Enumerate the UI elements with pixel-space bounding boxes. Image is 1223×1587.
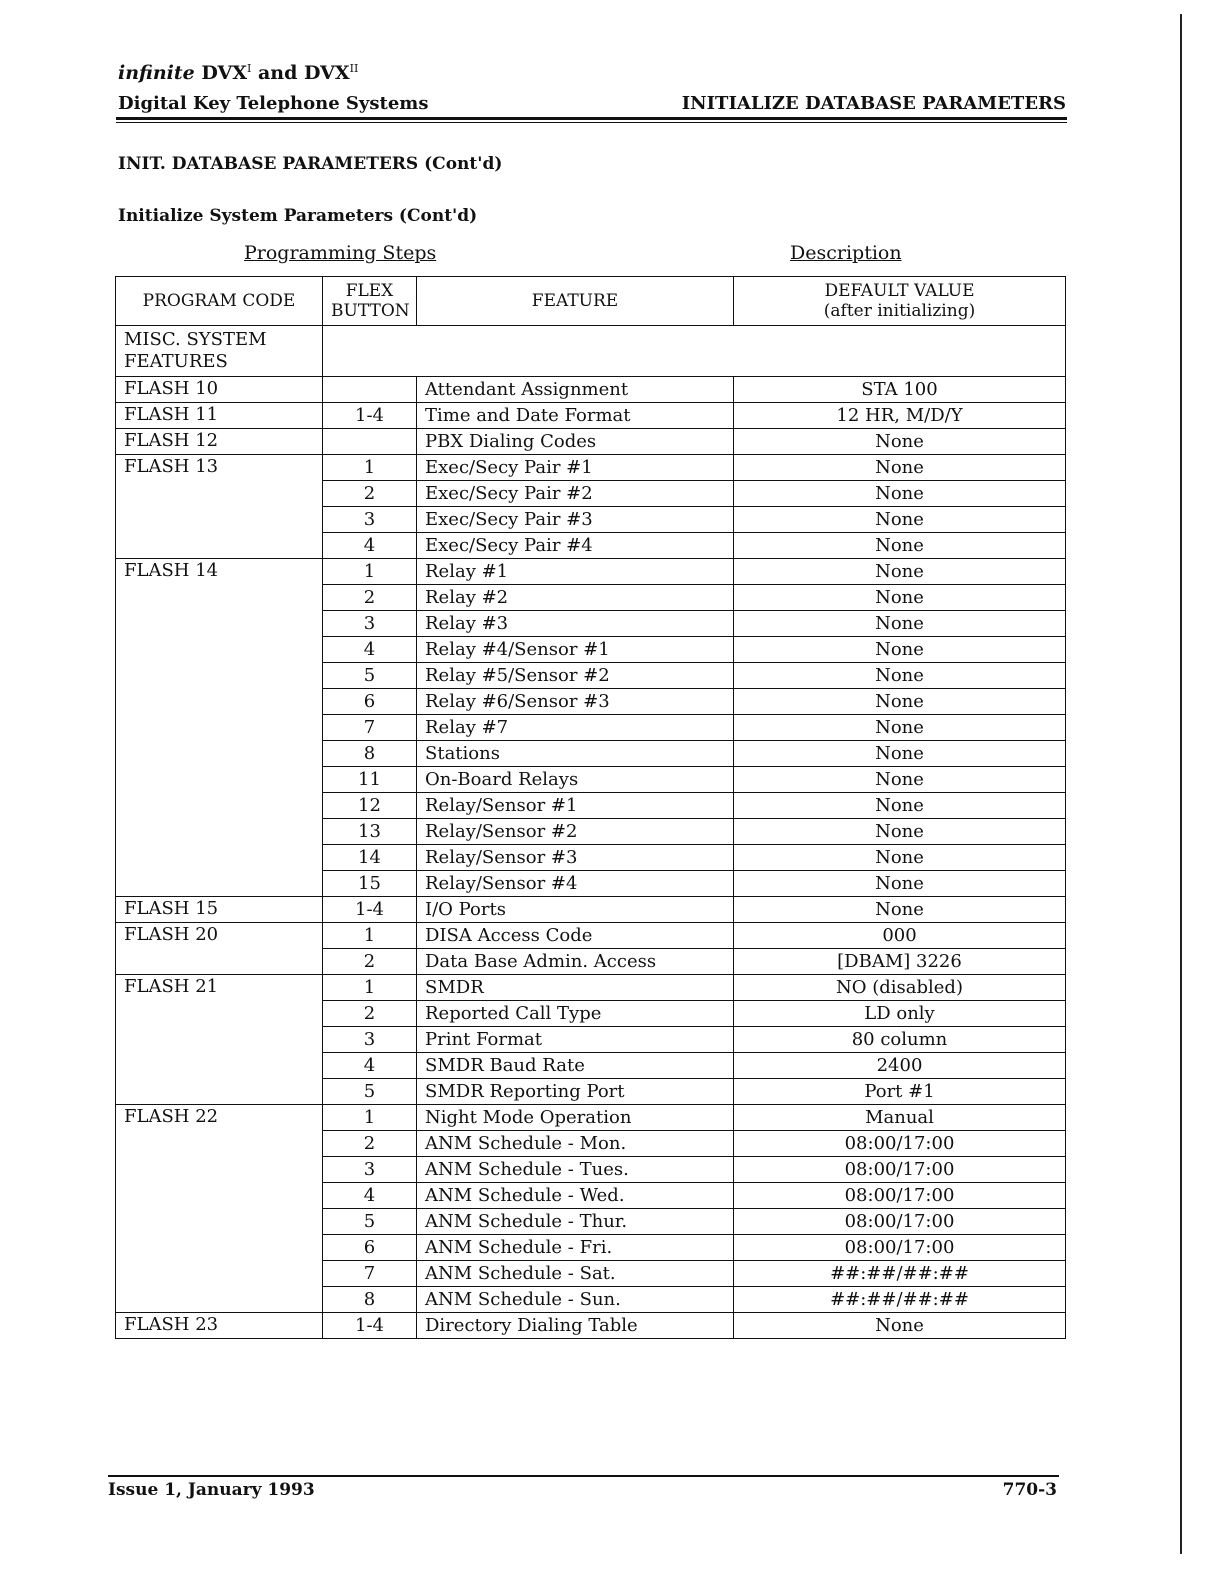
flex-button-cell: 3 (323, 507, 417, 533)
flex-button-cell: 7 (323, 1261, 417, 1287)
default-value-cell: [DBAM] 3226 (734, 949, 1066, 975)
flex-button-cell: 3 (323, 611, 417, 637)
flex-button-cell: 4 (323, 533, 417, 559)
default-value-cell: None (734, 741, 1066, 767)
feature-cell: ANM Schedule - Sat. (417, 1261, 734, 1287)
feature-cell: ANM Schedule - Thur. (417, 1209, 734, 1235)
table-row (116, 377, 1066, 403)
default-value-cell: 80 column (734, 1027, 1066, 1053)
misc-section-label (116, 326, 323, 377)
feature-cell: DISA Access Code (417, 923, 734, 949)
program-code-cell: FLASH 12 (116, 429, 323, 455)
header-default-line1: DEFAULT VALUE (824, 281, 975, 301)
flex-button-cell: 2 (323, 585, 417, 611)
default-value-cell: NO (disabled) (734, 975, 1066, 1001)
default-value-cell: Port #1 (734, 1079, 1066, 1105)
feature-cell: Relay #5/Sensor #2 (417, 663, 734, 689)
brand-name: infinite (118, 62, 195, 84)
flex-button-cell: 15 (323, 871, 417, 897)
default-value-cell: None (734, 507, 1066, 533)
feature-cell: Attendant Assignment (417, 377, 734, 403)
header-flex-line2: BUTTON (331, 301, 410, 321)
default-value-cell: None (734, 793, 1066, 819)
feature-cell: Time and Date Format (417, 403, 734, 429)
feature-cell: Relay/Sensor #3 (417, 845, 734, 871)
default-value-cell: None (734, 663, 1066, 689)
feature-cell: ANM Schedule - Sun. (417, 1287, 734, 1313)
default-value-cell: None (734, 715, 1066, 741)
flex-button-cell: 6 (323, 689, 417, 715)
flex-button-cell: 5 (323, 1209, 417, 1235)
default-value-cell: None (734, 455, 1066, 481)
feature-cell: Data Base Admin. Access (417, 949, 734, 975)
header-flex-line1: FLEX (345, 281, 394, 301)
table-row (116, 1105, 1066, 1131)
feature-cell: Reported Call Type (417, 1001, 734, 1027)
default-value-cell: 08:00/17:00 (734, 1209, 1066, 1235)
flex-button-cell: 5 (323, 1079, 417, 1105)
default-value-cell: Manual (734, 1105, 1066, 1131)
feature-cell: Exec/Secy Pair #4 (417, 533, 734, 559)
default-value-cell: 000 (734, 923, 1066, 949)
misc-section-spacer (323, 326, 1066, 377)
default-value-cell: None (734, 585, 1066, 611)
header-rule (116, 117, 1067, 120)
section-title: INITIALIZE DATABASE PARAMETERS (681, 93, 1066, 114)
feature-cell: Exec/Secy Pair #1 (417, 455, 734, 481)
default-value-cell: None (734, 533, 1066, 559)
header-default-value (734, 277, 1066, 326)
flex-button-cell: 1 (323, 923, 417, 949)
default-value-cell: 2400 (734, 1053, 1066, 1079)
default-value-cell: 08:00/17:00 (734, 1235, 1066, 1261)
flex-button-cell: 14 (323, 845, 417, 871)
feature-cell: ANM Schedule - Fri. (417, 1235, 734, 1261)
feature-cell: ANM Schedule - Tues. (417, 1157, 734, 1183)
default-value-cell: None (734, 559, 1066, 585)
feature-cell: Stations (417, 741, 734, 767)
flex-button-cell: 2 (323, 1001, 417, 1027)
default-value-cell: None (734, 871, 1066, 897)
flex-button-cell (323, 377, 417, 403)
default-value-cell: None (734, 819, 1066, 845)
table-row (116, 1313, 1066, 1339)
header-program-code: PROGRAM CODE (116, 277, 323, 326)
programming-steps-label: Programming Steps (244, 242, 437, 264)
feature-cell: Relay/Sensor #4 (417, 871, 734, 897)
flex-button-cell: 1 (323, 455, 417, 481)
program-code-cell: FLASH 23 (116, 1313, 323, 1339)
dvx1-superscript: I (247, 62, 252, 75)
table-header-row (116, 277, 1066, 326)
default-value-cell: 12 HR, M/D/Y (734, 403, 1066, 429)
document-subtitle: Digital Key Telephone Systems (118, 93, 429, 114)
sub-heading: Initialize System Parameters (Cont'd) (118, 206, 478, 226)
default-value-cell: None (734, 897, 1066, 923)
flex-button-cell: 2 (323, 481, 417, 507)
page-number: 770-3 (1002, 1480, 1057, 1500)
feature-cell: Directory Dialing Table (417, 1313, 734, 1339)
flex-button-cell: 7 (323, 715, 417, 741)
program-code-cell: FLASH 13 (116, 455, 323, 559)
header-rule-thin (116, 122, 1067, 123)
misc-line1: MISC. SYSTEM (124, 329, 267, 350)
feature-cell: Relay #6/Sensor #3 (417, 689, 734, 715)
description-label: Description (790, 242, 902, 264)
flex-button-cell: 3 (323, 1027, 417, 1053)
feature-cell: Relay #4/Sensor #1 (417, 637, 734, 663)
feature-cell: Relay #7 (417, 715, 734, 741)
default-value-cell: 08:00/17:00 (734, 1157, 1066, 1183)
flex-button-cell: 4 (323, 1053, 417, 1079)
program-code-cell: FLASH 11 (116, 403, 323, 429)
dvx2-superscript: II (349, 62, 359, 75)
footer-rule (108, 1475, 1059, 1477)
flex-button-cell: 8 (323, 741, 417, 767)
table-row (116, 429, 1066, 455)
default-value-cell: None (734, 429, 1066, 455)
misc-section-row (116, 326, 1066, 377)
feature-cell: SMDR Reporting Port (417, 1079, 734, 1105)
feature-cell: Exec/Secy Pair #2 (417, 481, 734, 507)
feature-cell: Exec/Secy Pair #3 (417, 507, 734, 533)
default-value-cell: None (734, 689, 1066, 715)
feature-cell: Print Format (417, 1027, 734, 1053)
header-default-line2: (after initializing) (823, 301, 976, 321)
feature-cell: I/O Ports (417, 897, 734, 923)
feature-cell: SMDR (417, 975, 734, 1001)
flex-button-cell: 1 (323, 1105, 417, 1131)
default-value-cell: None (734, 1313, 1066, 1339)
flex-button-cell: 13 (323, 819, 417, 845)
feature-cell: Relay #1 (417, 559, 734, 585)
table-row (116, 897, 1066, 923)
default-value-cell: LD only (734, 1001, 1066, 1027)
flex-button-cell: 1-4 (323, 403, 417, 429)
feature-cell: Night Mode Operation (417, 1105, 734, 1131)
dvx2-label: and DVX (258, 62, 350, 84)
flex-button-cell: 3 (323, 1157, 417, 1183)
default-value-cell: ##:##/##:## (734, 1261, 1066, 1287)
table-row (116, 923, 1066, 949)
flex-button-cell: 4 (323, 637, 417, 663)
flex-button-cell: 12 (323, 793, 417, 819)
flex-button-cell: 1 (323, 559, 417, 585)
flex-button-cell: 6 (323, 1235, 417, 1261)
default-value-cell: ##:##/##:## (734, 1287, 1066, 1313)
table-row (116, 455, 1066, 481)
flex-button-cell: 2 (323, 1131, 417, 1157)
main-heading: INIT. DATABASE PARAMETERS (Cont'd) (118, 154, 503, 174)
header-flex-button (323, 277, 417, 326)
misc-line2: FEATURES (124, 351, 228, 372)
flex-button-cell: 1-4 (323, 897, 417, 923)
program-code-cell: FLASH 14 (116, 559, 323, 897)
flex-button-cell: 8 (323, 1287, 417, 1313)
feature-cell: Relay/Sensor #2 (417, 819, 734, 845)
feature-cell: SMDR Baud Rate (417, 1053, 734, 1079)
feature-cell: PBX Dialing Codes (417, 429, 734, 455)
right-margin-line (1180, 14, 1182, 1554)
program-code-cell: FLASH 22 (116, 1105, 323, 1313)
flex-button-cell: 11 (323, 767, 417, 793)
default-value-cell: None (734, 767, 1066, 793)
default-value-cell: None (734, 481, 1066, 507)
program-code-cell: FLASH 20 (116, 923, 323, 975)
feature-cell: ANM Schedule - Wed. (417, 1183, 734, 1209)
table-row (116, 559, 1066, 585)
feature-cell: ANM Schedule - Mon. (417, 1131, 734, 1157)
issue-date: Issue 1, January 1993 (108, 1480, 315, 1500)
default-value-cell: None (734, 637, 1066, 663)
default-value-cell: None (734, 611, 1066, 637)
feature-cell: On-Board Relays (417, 767, 734, 793)
feature-cell: Relay/Sensor #1 (417, 793, 734, 819)
flex-button-cell: 4 (323, 1183, 417, 1209)
table-row (116, 975, 1066, 1001)
document-title (118, 62, 358, 84)
default-value-cell: None (734, 845, 1066, 871)
default-value-cell: 08:00/17:00 (734, 1183, 1066, 1209)
flex-button-cell: 2 (323, 949, 417, 975)
flex-button-cell: 1-4 (323, 1313, 417, 1339)
table-row (116, 403, 1066, 429)
feature-cell: Relay #3 (417, 611, 734, 637)
default-value-cell: 08:00/17:00 (734, 1131, 1066, 1157)
program-code-cell: FLASH 10 (116, 377, 323, 403)
program-code-cell: FLASH 15 (116, 897, 323, 923)
program-code-cell: FLASH 21 (116, 975, 323, 1105)
parameters-table (115, 276, 1066, 1339)
flex-button-cell: 1 (323, 975, 417, 1001)
flex-button-cell (323, 429, 417, 455)
default-value-cell: STA 100 (734, 377, 1066, 403)
feature-cell: Relay #2 (417, 585, 734, 611)
dvx1-label: DVX (201, 62, 248, 84)
header-feature: FEATURE (417, 277, 734, 326)
flex-button-cell: 5 (323, 663, 417, 689)
